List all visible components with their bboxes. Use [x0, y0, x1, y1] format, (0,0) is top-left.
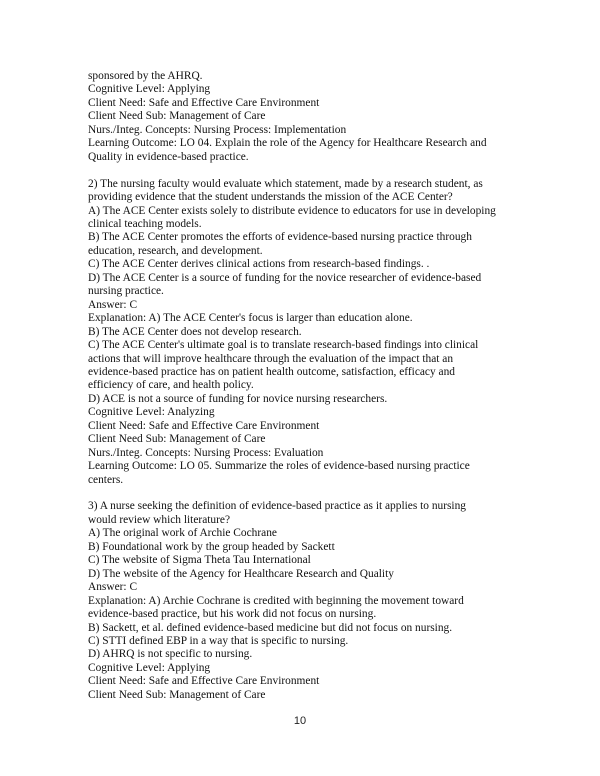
- question-2-metadata: Nurs./Integ. Concepts: Nursing Process: Evaluation: [88, 446, 324, 459]
- question-2-explanation: D) ACE is not a source of funding for novice nursing researchers.: [88, 392, 388, 405]
- text-line: Quality in evidence-based practice.: [88, 150, 249, 163]
- question-3-explanation: D) AHRQ is not specific to nursing.: [88, 648, 253, 661]
- question-2-option-a: clinical teaching models.: [88, 217, 202, 230]
- text-line: Learning Outcome: LO 04. Explain the role of the Agency for Healthcare Research and: [88, 137, 487, 150]
- question-3-explanation: C) STTI defined EBP in a way that is specific to nursing.: [88, 635, 349, 647]
- question-2-explanation: actions that will improve healthcare through the evaluation of the impact that an: [88, 352, 454, 365]
- question-2-line: 2) The nursing faculty would evaluate which statement, made by a research student, as: [88, 177, 483, 190]
- text-line: sponsored by the AHRQ.: [88, 70, 203, 82]
- text-line: Cognitive Level: Applying: [88, 83, 211, 96]
- question-3-option-b: B) Foundational work by the group headed by Sackett: [88, 540, 335, 553]
- question-2-option-c: C) The ACE Center derives clinical actions from research-based findings. .: [88, 258, 430, 271]
- question-2-metadata: Learning Outcome: LO 05. Summarize the roles of evidence-based nursing practice: [88, 460, 470, 473]
- question-2-metadata: centers.: [88, 473, 124, 486]
- blank-line: [88, 487, 528, 500]
- text-line: Client Need Sub: Management of Care: [88, 110, 266, 123]
- question-3-line: 3) A nurse seeking the definition of evidence-based practice as it applies to nursing: [88, 500, 466, 513]
- question-3-answer: Answer: C: [88, 581, 138, 594]
- question-2-explanation: efficiency of care, and health policy.: [88, 379, 254, 392]
- question-2-metadata: Client Need Sub: Management of Care: [88, 433, 266, 446]
- question-2-metadata: Client Need: Safe and Effective Care Environment: [88, 419, 320, 432]
- question-3-explanation: evidence-based practice, but his work did not focus on nursing.: [88, 608, 377, 621]
- question-3-line: would review which literature?: [88, 513, 231, 526]
- question-2-explanation: evidence-based practice has on patient health outcome, satisfaction, efficacy and: [88, 365, 455, 378]
- question-3-option-d: D) The website of the Agency for Healthcare Research and Quality: [88, 567, 394, 580]
- question-3-option-c: C) The website of Sigma Theta Tau International: [88, 554, 311, 567]
- question-2-option-d: nursing practice.: [88, 285, 164, 298]
- question-2-answer: Answer: C: [88, 298, 138, 311]
- question-3-explanation: B) Sackett, et al. defined evidence-based medicine but did not focus on nursing.: [88, 621, 453, 634]
- question-2-option-b: B) The ACE Center promotes the efforts of evidence-based nursing practice through: [88, 231, 472, 244]
- page-number: 10: [293, 715, 307, 727]
- question-2-option-a: A) The ACE Center exists solely to distribute evidence to educators for use in developing: [88, 204, 496, 217]
- text-line: Client Need: Safe and Effective Care Environment: [88, 96, 320, 109]
- question-2-option-b: education, research, and development.: [88, 244, 263, 257]
- question-3-explanation: Explanation: A) Archie Cochrane is credited with beginning the movement toward: [88, 594, 464, 607]
- question-2-metadata: Cognitive Level: Analyzing: [88, 406, 215, 419]
- question-3-metadata: Client Need Sub: Management of Care: [88, 688, 266, 701]
- question-3-metadata: Cognitive Level: Applying: [88, 661, 211, 674]
- question-2-option-d: D) The ACE Center is a source of funding for the novice researcher of evidence-based: [88, 271, 482, 284]
- document-text: [88, 70, 528, 702]
- question-3-metadata: Client Need: Safe and Effective Care Environment: [88, 675, 320, 688]
- question-3-option-a: A) The original work of Archie Cochrane: [88, 527, 277, 540]
- blank-line: [88, 164, 528, 177]
- question-2-line: providing evidence that the student understands the mission of the ACE Center?: [88, 191, 453, 204]
- question-2-explanation: C) The ACE Center's ultimate goal is to translate research-based findings into clinical: [88, 339, 479, 352]
- question-2-explanation: B) The ACE Center does not develop research.: [88, 325, 302, 338]
- question-2-explanation: Explanation: A) The ACE Center's focus is larger than education alone.: [88, 312, 413, 325]
- text-line: Nurs./Integ. Concepts: Nursing Process: Implementation: [88, 123, 347, 136]
